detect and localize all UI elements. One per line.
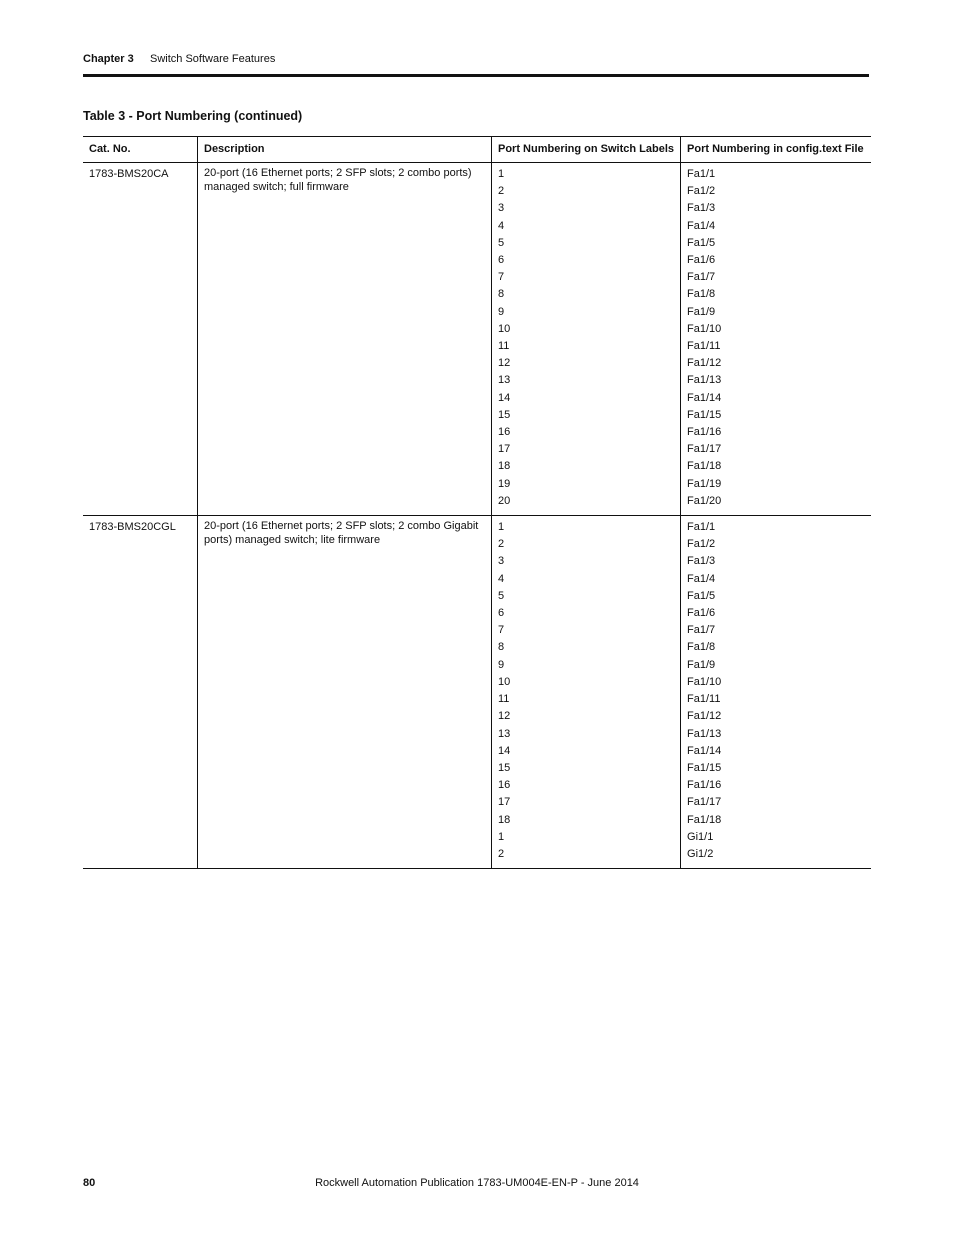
config-port-value: Fa1/8	[687, 641, 716, 654]
config-port-value: Fa1/10	[687, 675, 722, 688]
config-port-value: Fa1/8	[687, 288, 716, 301]
publication-info: Rockwell Automation Publication 1783-UM004E-EN-P - June 2014	[315, 1177, 639, 1189]
cat-no-cell: 1783-BMS20CA	[83, 163, 198, 516]
config-port-value: Fa1/1	[687, 521, 716, 534]
cat-no-cell: 1783-BMS20CGL	[83, 516, 198, 869]
config-port-value: Fa1/14	[687, 744, 722, 757]
switch-label-value: 13	[498, 727, 511, 740]
config-port-value: Fa1/5	[687, 236, 716, 249]
switch-label-value: 8	[498, 641, 505, 654]
config-port-value: Fa1/9	[687, 305, 716, 318]
switch-label-value: 5	[498, 589, 505, 602]
config-port-value: Fa1/2	[687, 185, 716, 198]
config-port-value: Fa1/11	[687, 340, 721, 353]
config-file-cell	[681, 163, 871, 516]
switch-label-value: 13	[498, 374, 511, 387]
switch-label-value: 17	[498, 443, 511, 456]
switch-label-value: 4	[498, 219, 505, 232]
config-port-value: Fa1/18	[687, 813, 722, 826]
switch-label-value: 10	[498, 675, 511, 688]
switch-label-value: 10	[498, 322, 511, 335]
config-port-value: Gi1/1	[687, 830, 714, 843]
config-port-value: Fa1/10	[687, 322, 722, 335]
config-port-value: Gi1/2	[687, 847, 714, 860]
config-port-value: Fa1/16	[687, 779, 722, 792]
config-port-value: Fa1/20	[687, 494, 722, 507]
switch-label-value: 18	[498, 813, 511, 826]
switch-label-value: 7	[498, 271, 505, 284]
chapter-label: Chapter 3	[83, 53, 134, 65]
switch-label-value: 3	[498, 202, 505, 215]
switch-label-value: 19	[498, 477, 511, 490]
config-port-value: Fa1/4	[687, 219, 716, 232]
switch-label-value: 7	[498, 624, 505, 637]
switch-label-value: 6	[498, 254, 505, 267]
config-port-value: Fa1/12	[687, 710, 722, 723]
column-header-config-file: Port Numbering in config.text File	[681, 137, 871, 163]
switch-label-value: 1	[498, 168, 505, 180]
config-port-value: Fa1/15	[687, 408, 722, 421]
config-port-value: Fa1/3	[687, 555, 716, 568]
config-port-value: Fa1/19	[687, 477, 722, 490]
switch-label-value: 15	[498, 761, 511, 774]
table-header-row	[83, 137, 871, 163]
switch-label-value: 17	[498, 796, 511, 809]
config-port-value: Fa1/12	[687, 357, 722, 370]
switch-label-value: 9	[498, 305, 505, 318]
config-port-value: Fa1/17	[687, 796, 722, 809]
config-port-value: Fa1/1	[687, 168, 716, 180]
switch-label-value: 9	[498, 658, 505, 671]
switch-label-value: 14	[498, 744, 511, 757]
description-cell: 20-port (16 Ethernet ports; 2 SFP slots; 2 combo ports) managed switch; full firmware	[198, 163, 492, 516]
table-title: Table 3 - Port Numbering (continued)	[83, 109, 303, 123]
switch-label-value: 2	[498, 185, 505, 198]
switch-label-value: 2	[498, 538, 505, 551]
config-port-value: Fa1/7	[687, 624, 716, 637]
switch-label-value: 4	[498, 572, 505, 585]
config-port-value: Fa1/11	[687, 693, 721, 706]
config-port-value: Fa1/7	[687, 271, 716, 284]
header-divider	[83, 74, 869, 77]
switch-labels-cell	[492, 163, 681, 516]
config-port-value: Fa1/17	[687, 443, 722, 456]
config-port-value: Fa1/5	[687, 589, 716, 602]
switch-labels-cell	[492, 516, 681, 869]
port-numbering-table	[83, 136, 871, 869]
config-port-value: Fa1/9	[687, 658, 716, 671]
table-row	[83, 516, 871, 869]
switch-label-value: 6	[498, 607, 505, 620]
switch-label-value: 12	[498, 710, 511, 723]
switch-label-value: 16	[498, 779, 511, 792]
column-header-cat-no: Cat. No.	[83, 137, 198, 163]
switch-label-value: 8	[498, 288, 505, 301]
config-port-value: Fa1/6	[687, 607, 716, 620]
switch-label-value: 1	[498, 521, 505, 534]
config-port-value: Fa1/16	[687, 426, 722, 439]
switch-label-value: 12	[498, 357, 511, 370]
switch-label-value: 15	[498, 408, 511, 421]
page-header	[83, 53, 276, 65]
switch-label-value: 3	[498, 555, 505, 568]
config-port-value: Fa1/13	[687, 727, 722, 740]
switch-label-value: 1	[498, 830, 505, 843]
switch-label-value: 20	[498, 494, 511, 507]
switch-label-value: 11	[498, 340, 510, 353]
config-port-value: Fa1/6	[687, 254, 716, 267]
config-port-value: Fa1/13	[687, 374, 722, 387]
config-port-value: Fa1/4	[687, 572, 716, 585]
config-port-value: Fa1/18	[687, 460, 722, 473]
switch-label-value: 14	[498, 391, 511, 404]
section-title: Switch Software Features	[150, 53, 276, 65]
switch-label-value: 18	[498, 460, 511, 473]
config-port-value: Fa1/3	[687, 202, 716, 215]
switch-label-value: 2	[498, 847, 505, 860]
switch-label-value: 16	[498, 426, 511, 439]
page-number: 80	[83, 1177, 96, 1189]
config-file-cell	[681, 516, 871, 869]
column-header-switch-labels: Port Numbering on Switch Labels	[492, 137, 681, 163]
config-port-value: Fa1/14	[687, 391, 722, 404]
table-row	[83, 163, 871, 516]
config-port-value: Fa1/2	[687, 538, 716, 551]
description-cell: 20-port (16 Ethernet ports; 2 SFP slots; 2 combo Gigabit ports) managed switch; lite firmware	[198, 516, 492, 869]
column-header-description: Description	[198, 137, 492, 163]
config-port-value: Fa1/15	[687, 761, 722, 774]
switch-label-value: 5	[498, 236, 505, 249]
switch-label-value: 11	[498, 693, 510, 706]
